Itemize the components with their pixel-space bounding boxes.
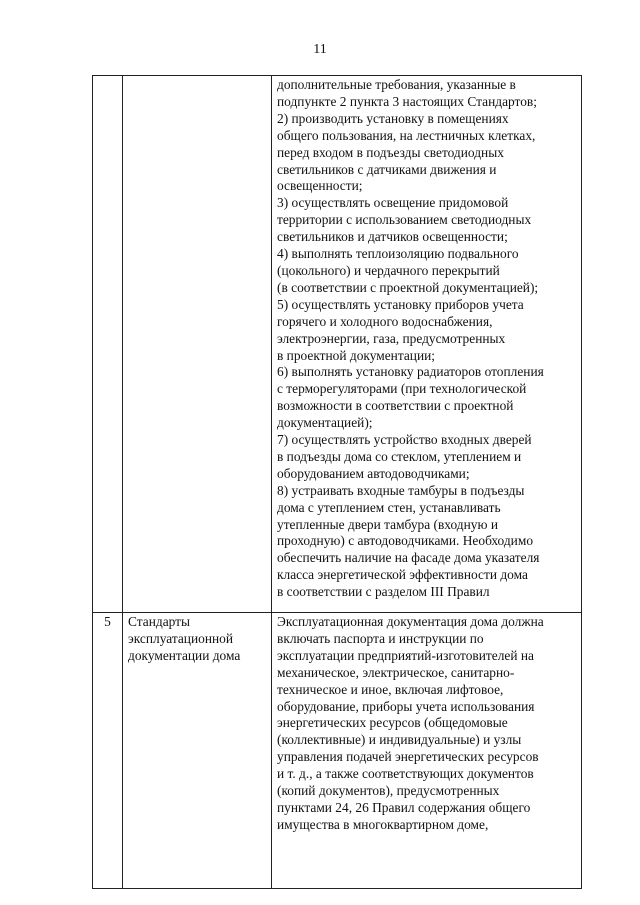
- text-line: возможности в соответствии с проектной: [277, 398, 514, 414]
- text-line: (в соответствии с проектной документацией);: [277, 279, 539, 295]
- text-line: эксплуатации предприятий-изготовителей на: [277, 647, 534, 663]
- text-line: оборудованием автодоводчиками;: [277, 465, 470, 481]
- text-line: имущества в многоквартирном доме,: [277, 816, 489, 832]
- text-line: механическое, электрическое, санитарно-: [277, 664, 515, 680]
- standard-description: [272, 76, 582, 613]
- text-line: дома с утеплением стен, устанавливать: [277, 499, 501, 515]
- text-line: освещенности;: [277, 178, 363, 194]
- text-line: эксплуатационной: [128, 630, 234, 646]
- text-line: 6) выполнять установку радиаторов отопления: [277, 364, 544, 380]
- text-line: территории с использованием светодиодных: [277, 212, 532, 228]
- text-line: техническое и иное, включая лифтовое,: [277, 681, 504, 697]
- text-line: электроэнергии, газа, предусмотренных: [277, 330, 506, 346]
- table-row: [93, 76, 582, 613]
- text-line: (коллективные) и индивидуальные) и узлы: [277, 732, 522, 748]
- text-line: перед входом в подъезды светодиодных: [277, 144, 504, 160]
- text-line: утепленные двери тамбура (входную и: [277, 516, 498, 532]
- text-line: документации дома: [128, 647, 241, 663]
- text-line: документацией);: [277, 415, 373, 431]
- text-line: энергетических ресурсов (общедомовые: [277, 715, 508, 731]
- row-number: 5: [93, 613, 123, 889]
- text-line: 5) осуществлять установку приборов учета: [277, 296, 524, 312]
- text-line: (цокольного) и чердачного перекрытий: [277, 262, 500, 278]
- text-line: управления подачей энергетических ресурсов: [277, 749, 539, 765]
- text-line: 3) осуществлять освещение придомовой: [277, 195, 509, 211]
- text-line: светильников с датчиками движения и: [277, 161, 497, 177]
- row-number: [93, 76, 123, 613]
- text-line: 4) выполнять теплоизоляцию подвального: [277, 246, 519, 262]
- text-line: 8) устраивать входные тамбуры в подъезды: [277, 482, 525, 498]
- text-line: 2) производить установку в помещениях: [277, 110, 509, 126]
- text-line: Стандарты: [128, 614, 191, 629]
- text-line: пунктами 24, 26 Правил содержания общего: [277, 799, 531, 815]
- text-line: оборудование, приборы учета использования: [277, 698, 535, 714]
- text-line: в проектной документации;: [277, 347, 435, 363]
- standards-table: [92, 75, 582, 889]
- text-line: в подъезды дома со стеклом, утеплением и: [277, 448, 522, 464]
- text-line: горячего и холодного водоснабжения,: [277, 313, 493, 329]
- page-number: 11: [313, 42, 327, 57]
- text-line: дополнительные требования, указанные в: [277, 77, 516, 92]
- standard-name: [123, 613, 272, 889]
- text-line: включать паспорта и инструкции по: [277, 630, 484, 646]
- standard-name: [123, 76, 272, 613]
- text-line: обеспечить наличие на фасаде дома указателя: [277, 550, 540, 566]
- text-line: (копий документов), предусмотренных: [277, 783, 500, 799]
- text-line: 7) осуществлять устройство входных дверей: [277, 432, 532, 448]
- standard-description: [272, 613, 582, 889]
- table-row: [93, 613, 582, 889]
- text-line: светильников и датчиков освещенности;: [277, 229, 508, 245]
- text-line: и т. д., а также соответствующих документов: [277, 766, 534, 782]
- text-line: класса энергетической эффективности дома: [277, 567, 528, 583]
- text-line: проходную) с автодоводчиками. Необходимо: [277, 533, 534, 549]
- text-line: Эксплуатационная документация дома должна: [277, 614, 544, 629]
- text-line: подпункте 2 пункта 3 настоящих Стандартов;: [277, 93, 537, 109]
- text-line: с терморегуляторами (при технологической: [277, 381, 527, 397]
- text-line: общего пользования, на лестничных клетках,: [277, 127, 536, 143]
- text-line: в соответствии с разделом III Правил: [277, 584, 490, 600]
